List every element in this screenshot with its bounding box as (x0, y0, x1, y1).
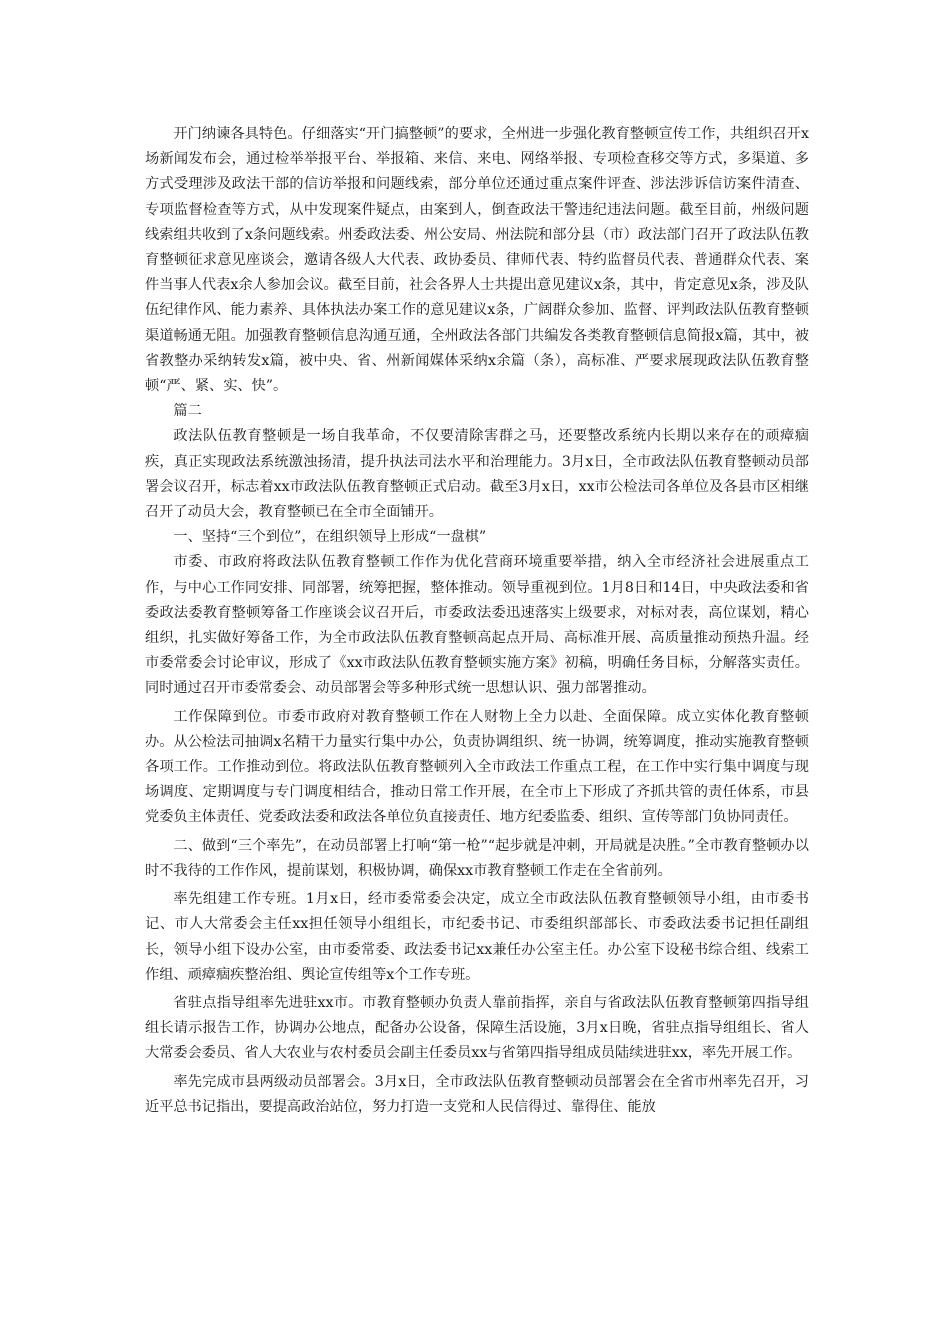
paragraph-task-force: 率先组建工作专班。1月x日，经市委常委会决定，成立全市政法队伍教育整顿领导小组，由市委书记、市人大常委会主任xx担任领导小组组长，市纪委书记、市委组织部部长、市委政法委书记担任副组长，领导小组下设办公室，由市委常委、政法委书记xx兼任办公室主任。办公室下设秘书综合组、线索工作组、顽瘴痼疾整治组、舆论宣传组等x个工作专班。 (145, 891, 809, 983)
paragraph-work-guarantee: 工作保障到位。市委市政府对教育整顿工作在人财物上全力以赴、全面保障。成立实体化教育整顿办。从公检法司抽调x名精干力量实行集中办公，负责协调组织、统一协调，统筹调度，推动实施教育整顿各项工作。工作推动到位。将政法队伍教育整顿列入全市政法工作重点工程，在工作中实行集中调度与现场调度、定期调度与专门调度相结合，推动日常工作开展，在全市上下形成了齐抓共管的责任体系，市县党委负主体责任、党委政法委和政法各单位负直接责任、地方纪委监委、组织、宣传等部门负协同责任。 (145, 708, 809, 826)
paragraph-leadership: 市委、市政府将政法队伍教育整顿工作作为优化营商环境重要举措，纳入全市经济社会进展重点工作，与中心工作同安排、同部署，统筹把握，整体推动。领导重视到位。1月8日和14日，中央政法委和省委政法委教育整顿筹备工作座谈会议召开后，市委政法委迅速落实上级要求，对标对表，高位谋划，精心组织，扎实做好筹备工作，为全市政法队伍教育整顿高起点开局、高标准开展、高质量推动预热升温。经市委常委会讨论审议，形成了《xx市政法队伍教育整顿实施方案》初稿，明确任务目标，分解落实责任。同时通过召开市委常委会、动员部署会等多种形式统一思想认识、强力部署推动。 (145, 554, 809, 697)
paragraph-guidance-group: 省驻点指导组率先进驻xx市。市教育整顿办负责人靠前指挥，亲自与省政法队伍教育整顿第四指导组组长请示报告工作，协调办公地点，配备办公设备，保障生活设施，3月x日晚，省驻点指导组组长、省人大常委会委员、省人大农业与农村委员会副主任委员xx与省第四指导组成员陆续进驻xx，率先开展工作。 (145, 994, 809, 1062)
paragraph-mobilization: 率先完成市县两级动员部署会。3月x日，全市政法队伍教育整顿动员部署会在全省市州率先召开，习近平总书记指出，要提高政治站位，努力打造一支党和人民信得过、靠得住、能放 (145, 1073, 809, 1115)
paragraph-open-door: 开门纳谏各具特色。仔细落实“开门搞整顿”的要求，全州进一步强化教育整顿宣传工作，共组织召开x场新闻发布会，通过检举举报平台、举报箱、来信、来电、网络举报、专项检查移交等方式，多渠道、多方式受理涉及政法干部的信访举报和问题线索，部分单位还通过重点案件评查、涉法涉诉信访案件清查、专项监督检查等方式，从中发现案件疑点，由案到人，倒查政法干警违纪违法问题。截至目前，州级问题线索组共收到了x条问题线索。州委政法委、州公安局、州法院和部分县（市）政法部门召开了政法队伍教育整顿征求意见座谈会，邀请各级人大代表、政协委员、律师代表、特约监督员代表、普通群众代表、案件当事人代表x余人参加会议。截至目前，社会各界人士共提出意见建议x条，其中，肯定意见x条，涉及队伍纪律作风、能力素养、具体执法办案工作的意见建议x条，广阔群众参加、监督、评判政法队伍教育整顿渠道畅通无阻。加强教育整顿信息沟通互通，全州政法各部门共编发各类教育整顿信息简报x篇，其中，被省教整办采纳转发x篇，被中央、省、州新闻媒体采纳x余篇（条），高标准、严要求展现政法队伍教育整顿“严、紧、实、快”。 (145, 126, 809, 395)
paragraph-intro: 政法队伍教育整顿是一场自我革命，不仅要清除害群之马，还要整改系统内长期以来存在的顽瘴痼疾，真正实现政法系统激浊扬清，提升执法司法水平和治理能力。3月x日，全市政法队伍教育整顿动员部署会议召开，标志着xx市政法队伍教育整顿正式启动。截至3月x日，xx市公检法司各单位及各县市区相继召开了动员大会，教育整顿已在全市全面铺开。 (145, 428, 809, 521)
paragraph-section-two: 二、做到“三个率先”，在动员部署上打响“第一枪”“起步就是冲刺，开局就是决胜。”全市教育整顿办以时不我待的工作作风，提前谋划，积极协调，确保xx市教育整顿工作走在全省前列。 (145, 837, 809, 879)
document-body (145, 122, 809, 1120)
section-heading-part-two: 篇二 (173, 403, 202, 420)
section-heading-one: 一、坚持“三个到位”，在组织领导上形成“一盘棋” (173, 529, 487, 546)
